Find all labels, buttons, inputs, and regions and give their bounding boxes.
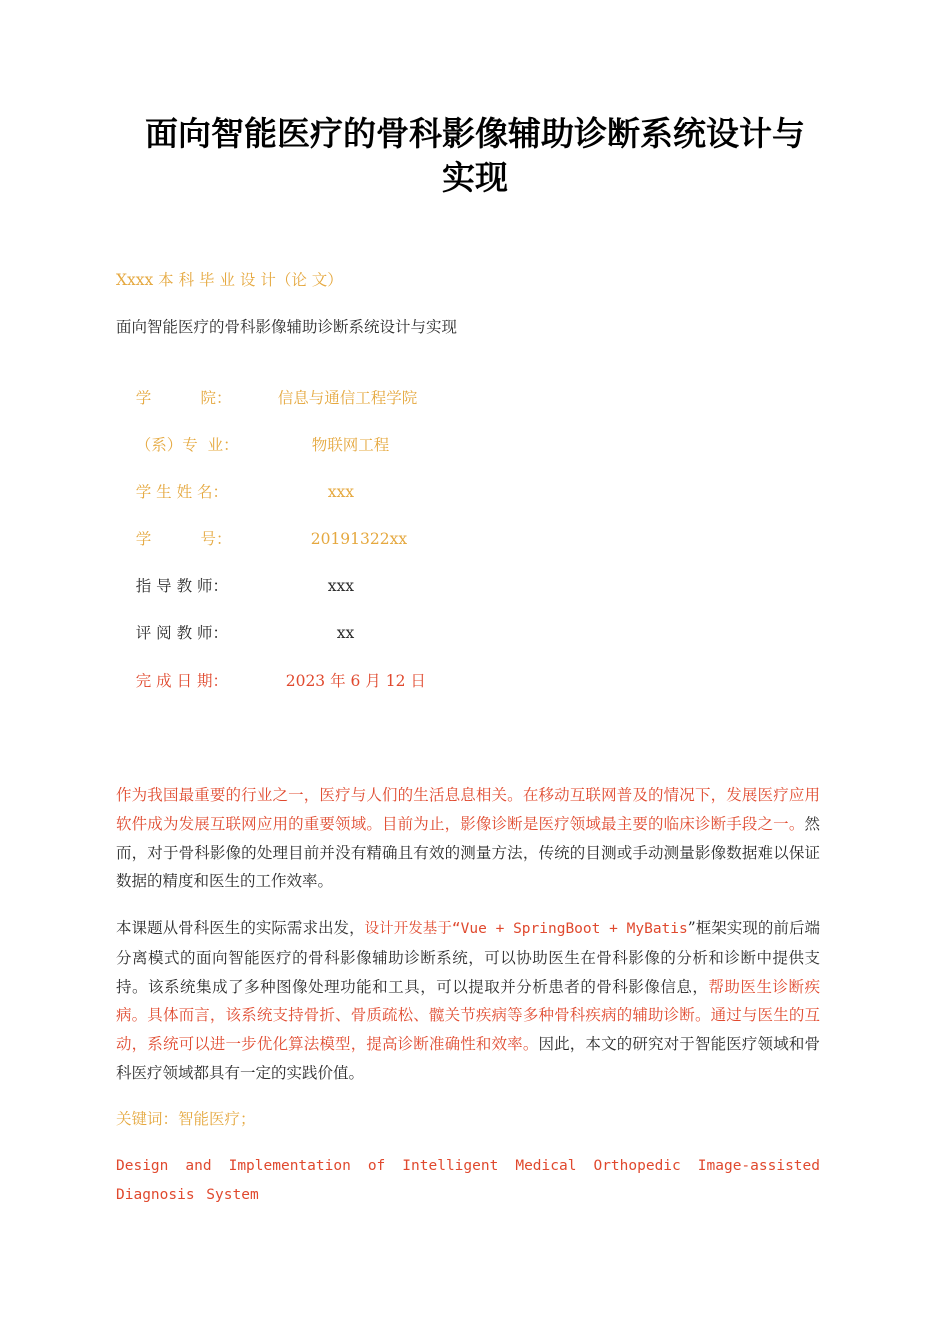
- field-value: 2023 年 6 月 12 日: [285, 672, 426, 690]
- abstract-p2-intro: 本课题从骨科医生的实际需求出发，: [116, 919, 365, 937]
- abstract-p2-conclusion: 因此，本文的研究对于智能医疗领域和骨科医疗领域都具有一定的实践价值。: [116, 1035, 820, 1082]
- field-label: 学 生 姓 名：: [135, 483, 229, 501]
- field-label: 学 院：: [135, 389, 232, 407]
- field-value: xx: [336, 624, 355, 642]
- abstract-p2-body: ”框架实现的前后端分离模式的面向智能医疗的骨科影像辅助诊断系统，可以协助医生在骨科影像的分析和诊断中提供支持。该系统集成了多种图像处理功能和工具，可以提取并分析患者的骨科影像信息，: [116, 919, 820, 996]
- field-label: （系）专 业：: [135, 436, 239, 454]
- field-value: 物联网工程: [311, 436, 390, 454]
- cover-heading: Xxxx 本 科 毕 业 设 计（论 文）: [116, 271, 343, 289]
- keywords: 关键词：智能医疗；: [116, 1110, 256, 1128]
- english-title: Design and Implementation of Intelligent Medical Orthopedic Image-assisted Diagnosis System: [116, 1158, 820, 1203]
- field-label: 指 导 教 师：: [135, 577, 229, 595]
- field-label: 评 阅 教 师：: [135, 624, 229, 642]
- cover-subtitle: 面向智能医疗的骨科影像辅助诊断系统设计与实现: [116, 318, 458, 336]
- field-value: xxx: [327, 577, 354, 595]
- field-label: 完 成 日 期：: [135, 672, 229, 690]
- abstract-p2-highlight: 帮助医生诊断疾病。具体而言，该系统支持骨折、骨质疏松、髋关节疾病等多种骨科疾病的辅助诊断。通过与医生的互动，系统可以进一步优化算法模型，提高诊断准确性和效率。: [116, 977, 820, 1054]
- field-value: 20191322xx: [310, 530, 408, 548]
- abstract-p1-highlight: 作为我国最重要的行业之一，医疗与人们的生活息息相关。在移动互联网普及的情况下，发展医疗应用软件成为发展互联网应用的重要领域。目前为止，影像诊断是医疗领域最主要的临床诊断手段之一。: [116, 786, 820, 833]
- document-title: [100, 112, 850, 200]
- field-value: xxx: [327, 483, 354, 501]
- field-value: 信息与通信工程学院: [277, 389, 418, 407]
- abstract-p2-framework: 设计开发基于“Vue + SpringBoot + MyBatis: [364, 921, 688, 937]
- title-line-1: 面向智能医疗的骨科影像辅助诊断系统设计与: [145, 114, 805, 153]
- abstract-paragraph-2: [116, 914, 820, 1088]
- field-label: 学 号：: [135, 530, 232, 548]
- title-line-2: 实现: [442, 158, 508, 197]
- field-row-completion-date: [116, 645, 426, 717]
- abstract-p1-text: 然而，对于骨科影像的处理目前并没有精确且有效的测量方法，传统的目测或手动测量影像数据难以保证数据的精度和医生的工作效率。: [116, 814, 820, 891]
- abstract-paragraph-1: [116, 781, 820, 896]
